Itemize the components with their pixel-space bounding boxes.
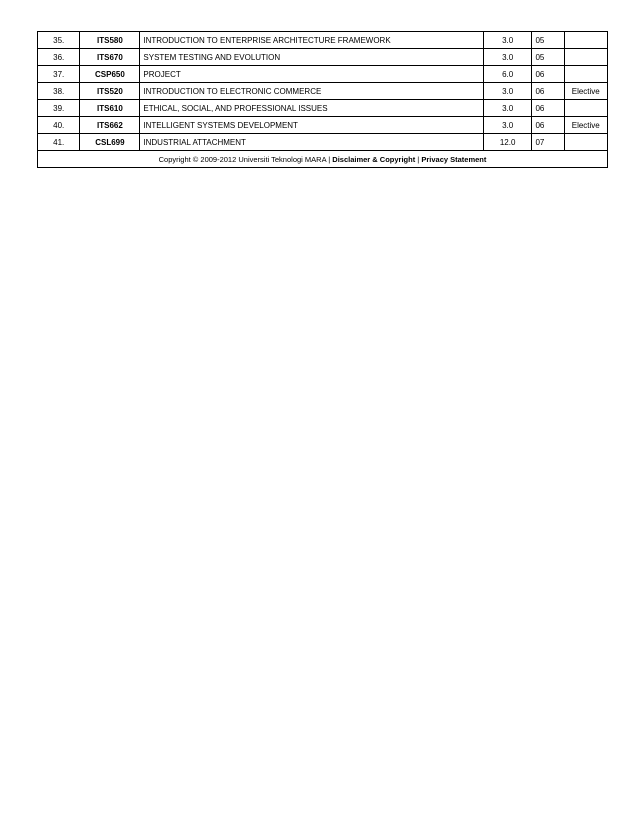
credit-hours: 3.0 [483,83,532,100]
table-row [38,117,608,134]
course-title: ETHICAL, SOCIAL, AND PROFESSIONAL ISSUES [140,100,483,117]
course-title: INTELLIGENT SYSTEMS DEVELOPMENT [140,117,483,134]
row-number: 37. [38,66,80,83]
footer-separator: | [415,154,422,164]
credit-hours: 12.0 [483,134,532,151]
part-number: 07 [532,134,564,151]
course-remark [564,134,608,151]
course-remark: Elective [564,83,608,100]
course-code: ITS610 [80,100,140,117]
footer-row [38,151,608,168]
copyright-footer [38,151,608,168]
course-code: ITS670 [80,49,140,66]
table-row [38,66,608,83]
course-table [37,31,608,168]
credit-hours: 3.0 [483,117,532,134]
table-row [38,32,608,49]
course-remark: Elective [564,117,608,134]
part-number: 06 [532,66,564,83]
course-code: CSL699 [80,134,140,151]
credit-hours: 6.0 [483,66,532,83]
credit-hours: 3.0 [483,100,532,117]
table-row [38,49,608,66]
course-remark [564,32,608,49]
row-number: 39. [38,100,80,117]
row-number: 38. [38,83,80,100]
row-number: 40. [38,117,80,134]
credit-hours: 3.0 [483,49,532,66]
privacy-statement-link[interactable]: Privacy Statement [421,154,487,164]
credit-hours: 3.0 [483,32,532,49]
part-number: 05 [532,32,564,49]
course-title: INTRODUCTION TO ELECTRONIC COMMERCE [140,83,483,100]
part-number: 05 [532,49,564,66]
table-row [38,100,608,117]
course-code: CSP650 [80,66,140,83]
course-table-body [38,32,608,168]
part-number: 06 [532,100,564,117]
part-number: 06 [532,117,564,134]
disclaimer-link[interactable]: Disclaimer & Copyright [332,154,416,164]
table-row [38,134,608,151]
course-title: INTRODUCTION TO ENTERPRISE ARCHITECTURE FRAMEWORK [140,32,483,49]
row-number: 35. [38,32,80,49]
course-code: ITS520 [80,83,140,100]
copyright-text: Copyright © 2009-2012 Universiti Teknologi MARA | [158,154,333,164]
row-number: 41. [38,134,80,151]
course-remark [564,100,608,117]
course-remark [564,49,608,66]
part-number: 06 [532,83,564,100]
table-row [38,83,608,100]
course-title: PROJECT [140,66,483,83]
course-title: INDUSTRIAL ATTACHMENT [140,134,483,151]
course-title: SYSTEM TESTING AND EVOLUTION [140,49,483,66]
row-number: 36. [38,49,80,66]
course-code: ITS580 [80,32,140,49]
course-code: ITS662 [80,117,140,134]
course-remark [564,66,608,83]
